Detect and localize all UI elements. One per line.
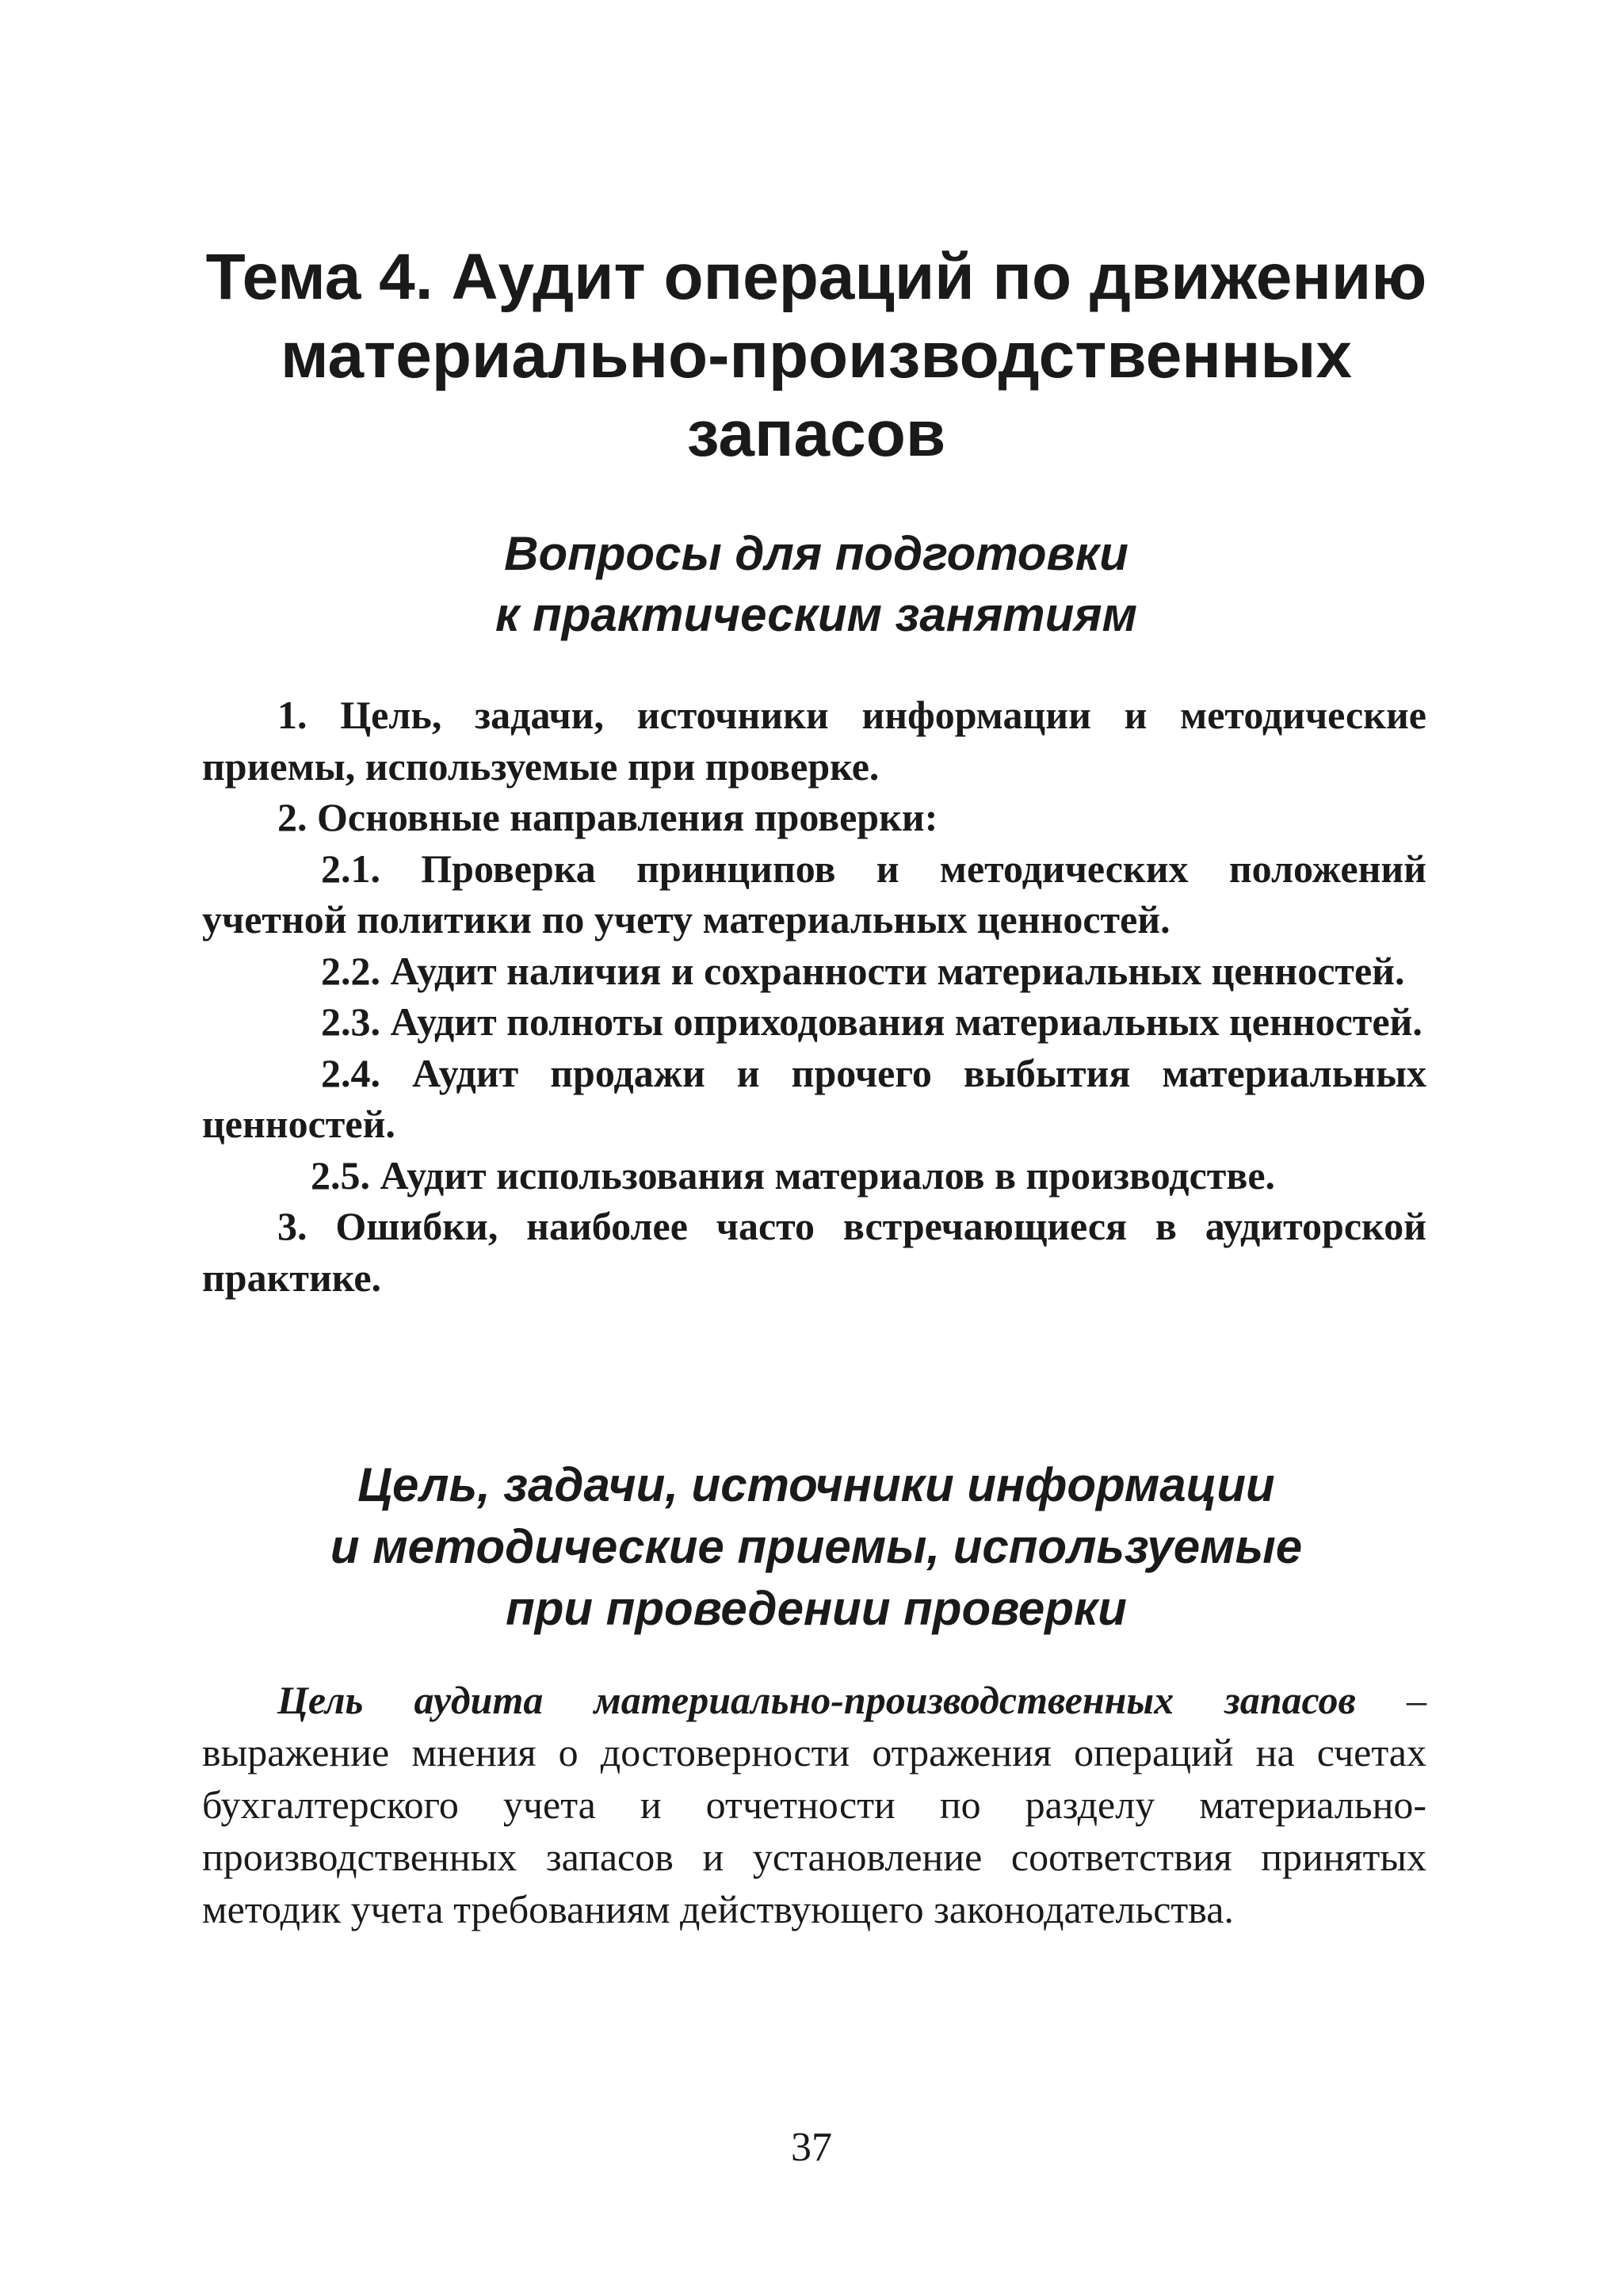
goals-heading-line: Цель, задачи, источники информации: [357, 1458, 1275, 1511]
goals-heading: [198, 1454, 1434, 1640]
topic-title: [198, 238, 1434, 473]
goal-paragraph: [202, 1674, 1426, 1935]
questions-heading: [198, 523, 1434, 645]
question-subitem: 2.5. Аудит использования материалов в производстве.: [311, 1152, 1276, 1198]
question-subitem: 2.2. Аудит наличия и сохранности материальных ценностей.: [321, 948, 1405, 993]
question-item: 3. Ошибки, наиболее часто встречающиеся в аудиторской практике.: [202, 1204, 1426, 1300]
questions-heading-line: Вопросы для подготовки: [504, 527, 1128, 580]
questions-list: [202, 690, 1426, 1303]
goals-heading-line: при проведении проверки: [506, 1582, 1127, 1635]
topic-title-line: Тема 4. Аудит операций по движению: [205, 241, 1427, 313]
question-subitem: 2.4. Аудит продажи и прочего выбытия материальных ценностей.: [202, 1050, 1426, 1146]
goal-term: Цель аудита материально-производственных запасов: [277, 1678, 1356, 1722]
topic-title-line: запасов: [686, 398, 946, 470]
question-item: 2. Основные направления проверки:: [277, 795, 938, 839]
question-item: 1. Цель, задачи, источники информации и методические приемы, используемые при проверке.: [202, 693, 1426, 789]
goals-heading-line: и методические приемы, используемые: [330, 1520, 1303, 1573]
page-number: 37: [791, 2125, 832, 2170]
questions-heading-line: к практическим занятиям: [495, 588, 1137, 641]
question-subitem: 2.1. Проверка принципов и методических положений учетной политики по учету материальных ценностей.: [202, 846, 1426, 942]
goal-definition: – выражение мнения о достоверности отражения операций на счетах бухгалтерского учета и отчетности по разделу материально-производственных запасов и установление соответствия принятых методик учета требованиям действующего законодательства.: [202, 1678, 1426, 1931]
question-subitem: 2.3. Аудит полноты оприходования материальных ценностей.: [321, 999, 1423, 1044]
topic-title-line: материально-производственных: [280, 319, 1353, 392]
